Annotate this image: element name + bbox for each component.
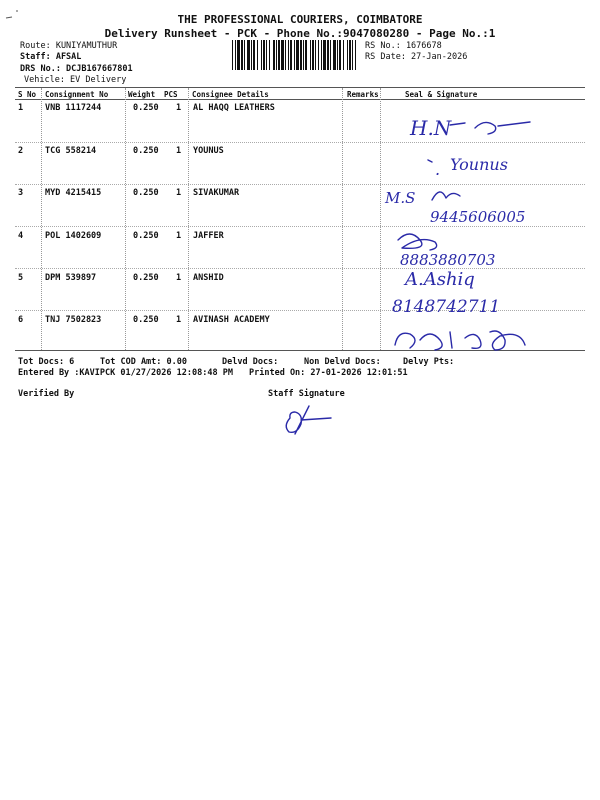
- barcode-bar: [312, 40, 314, 70]
- barcode-bar: [269, 40, 270, 70]
- signature-stroke: [450, 122, 530, 134]
- row-weight: 0.250: [133, 146, 159, 156]
- barcode-bar: [281, 40, 284, 70]
- staff-label: Staff: AFSAL: [20, 52, 82, 62]
- barcode-bar: [315, 40, 316, 70]
- col-consignee: Consignee Details: [192, 90, 269, 99]
- barcode-bar: [310, 40, 311, 70]
- barcode-bar: [352, 40, 353, 70]
- row-sno: 6: [18, 315, 24, 325]
- row-consignee: YOUNUS: [193, 146, 224, 156]
- handwritten-signatures: [380, 100, 590, 355]
- vehicle-label: Vehicle: EV Delivery: [24, 75, 127, 85]
- signature-text: H.N: [410, 116, 452, 140]
- col-remarks: Remarks: [347, 90, 379, 99]
- row-weight: 0.250: [133, 103, 159, 113]
- route-label: Route: KUNIYAMUTHUR: [20, 41, 118, 51]
- rs-date: RS Date: 27-Jan-2026: [365, 52, 468, 62]
- verified-by-label: Verified By: [18, 389, 75, 399]
- non-delivered-docs: Non Delvd Docs:: [304, 357, 381, 367]
- delivery-points: Delvy Pts:: [403, 357, 455, 367]
- row-pcs: 1: [176, 315, 182, 325]
- row-sno: 5: [18, 273, 24, 283]
- entered-by: Entered By :KAVIPCK 01/27/2026 12:08:48 PM: [18, 368, 233, 378]
- row-weight: 0.250: [133, 315, 159, 325]
- barcode-bar: [266, 40, 267, 70]
- row-sno: 1: [18, 103, 24, 113]
- signature-text: 9445606005: [430, 208, 526, 226]
- signature-stroke: [432, 192, 460, 200]
- company-name: THE PROFESSIONAL COURIERS, COIMBATORE: [177, 13, 423, 26]
- barcode-bar: [235, 40, 236, 70]
- barcode-bar: [285, 40, 286, 70]
- barcode-bar: [323, 40, 326, 70]
- row-consignment: TCG 558214: [45, 146, 97, 156]
- total-docs: Tot Docs: 6: [18, 357, 75, 367]
- barcode-bar: [247, 40, 250, 70]
- barcode-bar: [263, 40, 265, 70]
- signature-stroke: [398, 234, 437, 250]
- barcode-bar: [349, 40, 351, 70]
- row-weight: 0.250: [133, 188, 159, 198]
- row-sno: 3: [18, 188, 24, 198]
- barcode-bar: [257, 40, 258, 70]
- runsheet-title: Delivery Runsheet - PCK - Phone No.:9047080280 - Page No.:1: [104, 27, 496, 40]
- row-pcs: 1: [176, 146, 182, 156]
- barcode-bar: [278, 40, 280, 70]
- row-consignment: TNJ 7502823: [45, 315, 102, 325]
- row-weight: 0.250: [133, 231, 159, 241]
- barcode-bar: [261, 40, 262, 70]
- barcode-bar: [355, 40, 356, 70]
- barcode-bar: [296, 40, 299, 70]
- table-top-rule: [15, 87, 585, 88]
- signature-text: 8883880703: [400, 251, 496, 269]
- col-consignment: Consignment No: [45, 90, 109, 99]
- barcode-bar: [318, 40, 319, 70]
- staff-signature-label: Staff Signature: [268, 389, 345, 399]
- barcode-bar: [273, 40, 275, 70]
- barcode-bar: [288, 40, 289, 70]
- col-sno: S No: [18, 90, 37, 99]
- barcode-bar: [327, 40, 329, 70]
- scan-mark: [6, 11, 18, 18]
- barcode-bar: [237, 40, 240, 70]
- barcode-bar: [333, 40, 336, 70]
- row-pcs: 1: [176, 103, 182, 113]
- row-consignee: ANSHID: [193, 273, 224, 283]
- col-seal-signature: Seal & Signature: [405, 90, 478, 99]
- barcode-bar: [244, 40, 245, 70]
- printed-on: Printed On: 27-01-2026 12:01:51: [249, 368, 408, 378]
- row-pcs: 1: [176, 273, 182, 283]
- barcode-bar: [303, 40, 304, 70]
- row-consignee: AVINASH ACADEMY: [193, 315, 270, 325]
- row-consignment: MYD 4215415: [45, 188, 102, 198]
- signature-text: A.Ashiq: [405, 269, 475, 290]
- row-consignment: DPM 539897: [45, 273, 97, 283]
- barcode-bar: [347, 40, 348, 70]
- signature-text: 8148742711: [392, 297, 501, 317]
- drs-number: DRS No.: DCJB167667801: [20, 64, 133, 74]
- barcode-bar: [276, 40, 277, 70]
- col-pcs: PCS: [164, 90, 178, 99]
- barcode-bar: [294, 40, 295, 70]
- row-consignee: AL HAQQ LEATHERS: [193, 103, 275, 113]
- row-sno: 2: [18, 146, 24, 156]
- signature-text: .: [435, 160, 441, 179]
- col-weight: Weight: [128, 90, 156, 99]
- barcode-bar: [337, 40, 338, 70]
- signature-text: M.S: [385, 189, 416, 207]
- barcode-bar: [290, 40, 292, 70]
- rs-number: RS No.: 1676678: [365, 41, 442, 51]
- barcode-bar: [300, 40, 302, 70]
- delivered-docs: Delvd Docs:: [222, 357, 279, 367]
- barcode-bar: [339, 40, 341, 70]
- row-pcs: 1: [176, 231, 182, 241]
- barcode-bar: [232, 40, 233, 70]
- barcode-bar: [330, 40, 331, 70]
- signature-stroke: [428, 160, 432, 162]
- row-sno: 4: [18, 231, 24, 241]
- row-weight: 0.250: [133, 273, 159, 283]
- row-consignment: VNB 1117244: [45, 103, 102, 113]
- barcode-bar: [343, 40, 344, 70]
- barcode-bar: [321, 40, 322, 70]
- barcode-image: [232, 40, 360, 72]
- barcode-bar: [305, 40, 307, 70]
- signature-stroke: [395, 331, 525, 350]
- signature-stroke: [286, 406, 331, 434]
- staff-signature-scribble: [275, 398, 335, 438]
- barcode-bar: [251, 40, 252, 70]
- scan-marks: [2, 6, 32, 26]
- signature-text: Younus: [450, 155, 508, 174]
- total-cod-amount: Tot COD Amt: 0.00: [100, 357, 187, 367]
- barcode-bar: [241, 40, 243, 70]
- barcode-bar: [253, 40, 255, 70]
- row-consignee: SIVAKUMAR: [193, 188, 240, 198]
- row-pcs: 1: [176, 188, 182, 198]
- row-consignee: JAFFER: [193, 231, 224, 241]
- row-consignment: POL 1402609: [45, 231, 102, 241]
